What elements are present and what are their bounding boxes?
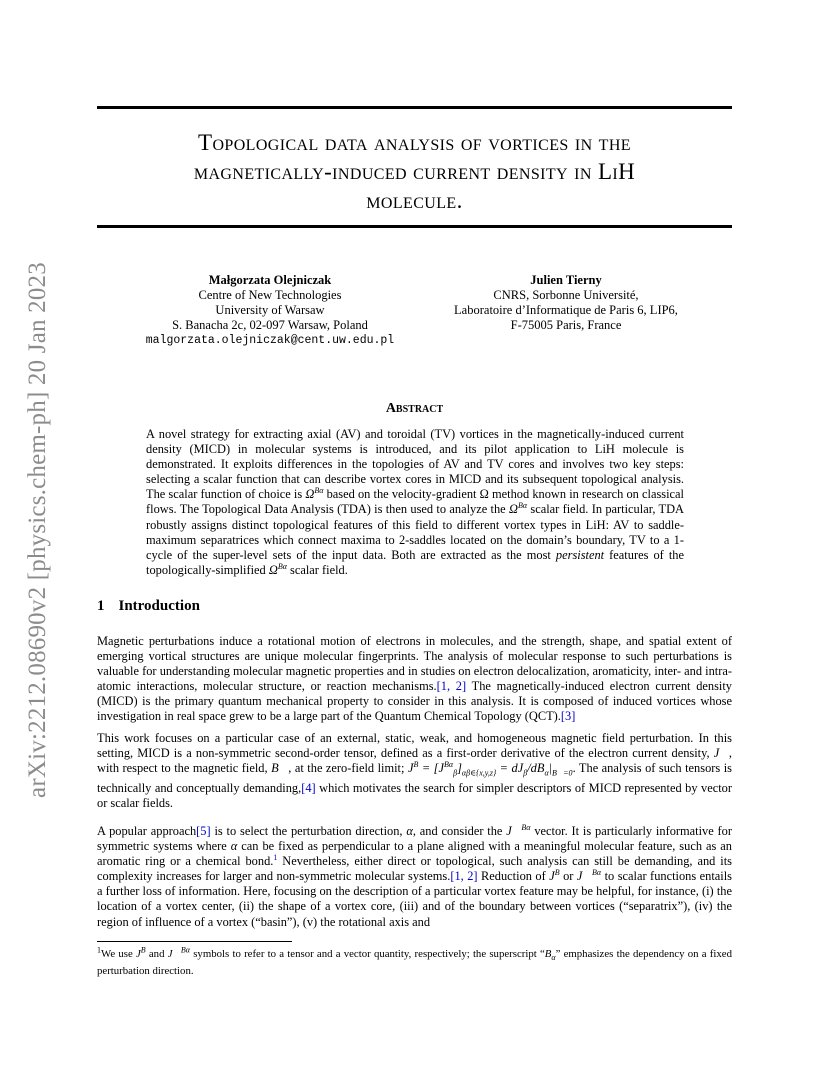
citation-link[interactable]: [1, 2]	[436, 679, 467, 694]
author-affiliation: Centre of New Technologies	[198, 288, 342, 302]
title-line-1: Topological data analysis of vortices in the	[198, 130, 631, 155]
title-line-2: magnetically-induced current density in LiH	[193, 159, 636, 184]
citation-link[interactable]: [1, 2]	[450, 869, 478, 884]
paragraph-intro-2: This work focuses on a particular case of an external, static, weak, and homogeneous magnetic field perturbation. In this setting, MICD is a non-symmetric second-order tensor, defined as a first-order derivative of the electron current density, J⃗, with respect to the magnetic field, B⃗, at the zero-field limit; $J^B = [J^{B\alpha}_\beta]_{\alpha\beta\in\{x,y,z\}} = dJ_\beta/dB_\alpha|_{B⃗=0}$. The analysis of such tensors is technically and conceptually demanding,[4] which motivates the search for simpler descriptors of MICD represented by vector or scalar fields.	[97, 731, 732, 810]
author-block-2	[420, 273, 712, 333]
citation-link[interactable]: [3]	[560, 709, 576, 724]
title-bottom-rule	[97, 225, 732, 228]
author-affiliation: CNRS, Sorbonne Université,	[493, 288, 639, 302]
title-top-rule	[97, 106, 732, 109]
author-address: S. Banacha 2c, 02-097 Warsaw, Poland	[172, 318, 368, 332]
author-affiliation: Laboratoire d’Informatique de Paris 6, LIP6,	[454, 303, 678, 317]
paper-title	[97, 128, 732, 215]
abstract-text: A novel strategy for extracting axial (AV) and toroidal (TV) vortices in the magnetically-induced current density (MICD) in molecular systems is introduced, and its pilot application to LiH molecule is demonstrated. It exploits differences in the topologies of AV and TV cores and involves two key steps: selecting a scalar function that can describe vortex cores in MICD and its subsequent topological analysis. The scalar function of choice is $\Omega^{B\alpha}$ based on the velocity-gradient Ω method known in research on classical flows. The Topological Data Analysis (TDA) is then used to analyze the $\Omega^{B\alpha}$ scalar field. In particular, TDA robustly assigns distinct topological features of this field to different vortex types in LiH: AV to saddle-maximum separatrices which connect maxima to 2-saddles located on the domain’s boundary, TV to a 1-cycle of the super-level sets of the input data. Both are extracted as the most persistent features of the topologically-simplified $\Omega^{B\alpha}$ scalar field.	[146, 427, 684, 577]
paragraph-intro-3: A popular approach[5] is to select the perturbation direction, α, and consider the J⃗$^{B\alpha}$ vector. It is particularly informative for symmetric systems where α can be fixed as perpendicular to a plane aligned with a meaningful molecular feature, such as an aromatic ring or a chemical bond.$^1$ Nevertheless, either direct or topological, such analysis can still be demanding, and its complexity increases for larger and non-symmetric molecular systems.[1, 2] Reduction of $J^B$ or J⃗$^{B\alpha}$ to scalar functions entails a further loss of information. Here, focusing on the description of a particular vortex feature may be helpful, for instance, (i) the location of a vortex center, (ii) the shape of a vortex core, (iii) and of the boundary between vortices (“separatrix”), (iv) the region of influence of a vortex (“basin”), (v) the rotational axis and	[97, 822, 733, 929]
author-address: F-75005 Paris, France	[510, 318, 622, 332]
author-block-1	[120, 273, 420, 348]
author-name: Julien Tierny	[530, 273, 602, 287]
section-heading: 1 Introduction	[97, 598, 200, 614]
arxiv-stamp	[18, 230, 58, 830]
footnote-rule	[97, 941, 292, 942]
abstract-heading: Abstract	[385, 401, 444, 416]
citation-link[interactable]: [5]	[196, 824, 211, 838]
footnote-mark: 1	[97, 945, 101, 955]
title-line-3: molecule.	[366, 188, 463, 213]
author-email: malgorzata.olejniczak@cent.uw.edu.pl	[145, 334, 395, 347]
emphasis: persistent	[555, 547, 605, 562]
citation-link[interactable]: [4]	[301, 780, 316, 795]
arxiv-identifier: arXiv:2212.08690v2 [physics.chem-ph] 20 Jan 2023	[24, 262, 51, 798]
footnote-link[interactable]: 1	[273, 853, 278, 863]
footnote: $^1$We use $J^B$ and J⃗$^{B\alpha}$ symbols to refer to a tensor and a vector quantity, respectively; the superscript “$B_\alpha$” emphasizes the dependency on a fixed perturbation direction.	[97, 945, 732, 977]
author-name: Małgorzata Olejniczak	[208, 273, 332, 287]
paragraph-intro-1: Magnetic perturbations induce a rotational motion of electrons in molecules, and the strength, shape, and spatial extent of emerging vortical structures are unique molecular fingerprints. The analysis of molecular response to such perturbations is valuable for understanding molecular magnetic properties and in studies on electron delocalization, aromaticity, inter- and intra-atomic interactions, molecular structure, or reaction mechanisms.[1, 2] The magnetically-induced electron current density (MICD) is the primary quantum mechanical property to consider in this analysis. It is composed of induced vortices whose investigation in real space grew to be a large part of the Quantum Chemical Topology (QCT).[3]	[97, 634, 732, 724]
tensor-definition: $J^B = [J^{B\alpha}_\beta]_{\alpha\beta\in\{x,y,z\}} = dJ_\beta/dB_\alpha|_{B⃗=0}$	[407, 760, 573, 778]
author-affiliation: University of Warsaw	[215, 303, 325, 317]
